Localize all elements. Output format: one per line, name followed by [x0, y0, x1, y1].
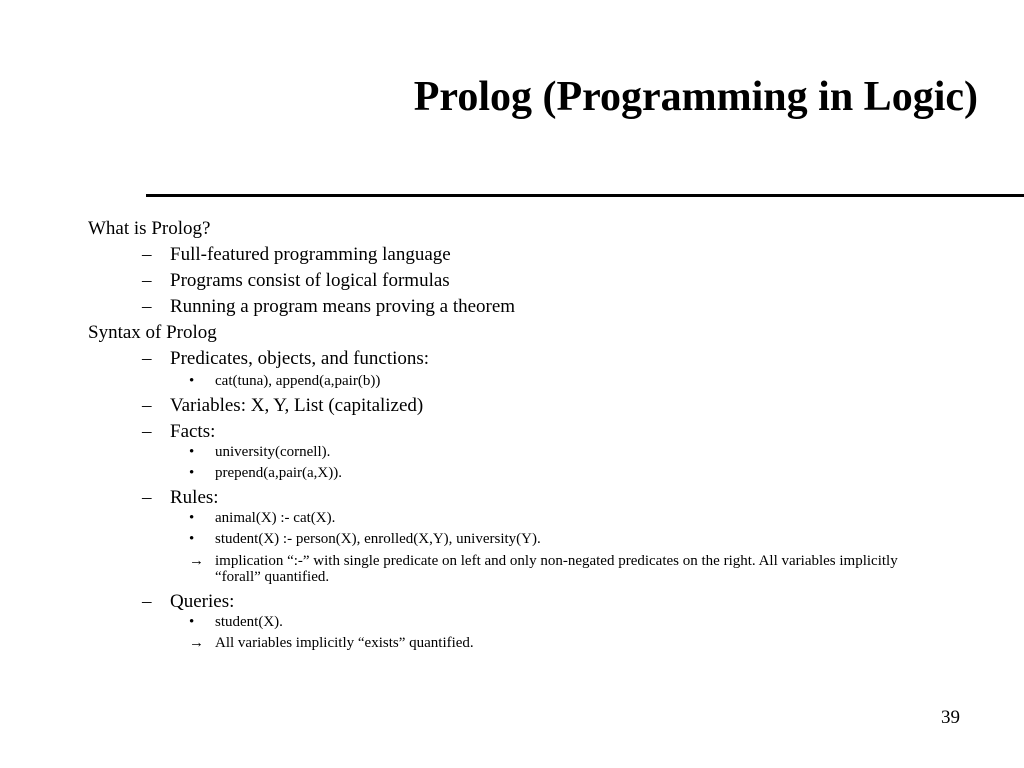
list-item: [142, 271, 450, 290]
dash-icon: –: [142, 591, 152, 612]
list-item-text: Predicates, objects, and functions:: [170, 348, 430, 369]
sub-list-item-text: prepend(a,pair(a,X)).: [215, 465, 343, 481]
dash-icon: –: [142, 395, 152, 416]
bullet-icon: •: [189, 465, 195, 481]
bullet-icon: •: [189, 531, 195, 547]
sub-list-note-text: implication “:-” with single predicate on left and only non-negated predicates on the right. All variables implicitly “forall” quantified.: [215, 553, 898, 585]
page-number: 39: [941, 707, 960, 728]
sub-list-item: [189, 445, 330, 460]
section-heading-syntax: Syntax of Prolog: [88, 322, 217, 343]
sub-list-item-text: student(X).: [215, 614, 283, 630]
list-item-text: Facts:: [170, 421, 216, 442]
sub-list-item: [189, 511, 335, 526]
bullet-icon: •: [189, 510, 195, 526]
arrow-right-icon: →: [189, 553, 204, 569]
dash-icon: –: [142, 348, 152, 369]
sub-list-item: [189, 374, 380, 389]
list-item: [142, 349, 429, 368]
sub-list-item-text: cat(tuna), append(a,pair(b)): [215, 373, 381, 389]
bullet-icon: •: [189, 444, 195, 460]
sub-list-item-text: university(cornell).: [215, 444, 331, 460]
dash-icon: –: [142, 421, 152, 442]
sub-list-note: [189, 553, 929, 585]
sub-list-item-text: animal(X) :- cat(X).: [215, 510, 336, 526]
section-heading-what: What is Prolog?: [88, 218, 211, 239]
sub-list-item: [189, 615, 283, 630]
list-item-text: Programs consist of logical formulas: [170, 270, 450, 291]
list-item: [142, 396, 423, 415]
sub-list-note-text: All variables implicitly “exists” quantified.: [215, 635, 474, 651]
sub-list-note: [189, 636, 474, 651]
arrow-right-icon: →: [189, 635, 204, 651]
sub-list-item: [189, 532, 541, 547]
list-item: [142, 422, 215, 441]
dash-icon: –: [142, 244, 152, 265]
list-item-text: Full-featured programming language: [170, 244, 451, 265]
title-divider: [146, 194, 1024, 197]
list-item-text: Rules:: [170, 487, 219, 508]
list-item: [142, 297, 515, 316]
list-item: [142, 245, 451, 264]
dash-icon: –: [142, 270, 152, 291]
bullet-icon: •: [189, 614, 195, 630]
list-item-text: Running a program means proving a theorem: [170, 296, 516, 317]
list-item: [142, 488, 219, 507]
sub-list-item: [189, 466, 342, 481]
list-item: [142, 592, 234, 611]
slide-title: Prolog (Programming in Logic): [413, 74, 978, 120]
sub-list-item-text: student(X) :- person(X), enrolled(X,Y), university(Y).: [215, 531, 541, 547]
dash-icon: –: [142, 487, 152, 508]
list-item-text: Variables: X, Y, List (capitalized): [170, 395, 424, 416]
list-item-text: Queries:: [170, 591, 235, 612]
bullet-icon: •: [189, 373, 195, 389]
dash-icon: –: [142, 296, 152, 317]
